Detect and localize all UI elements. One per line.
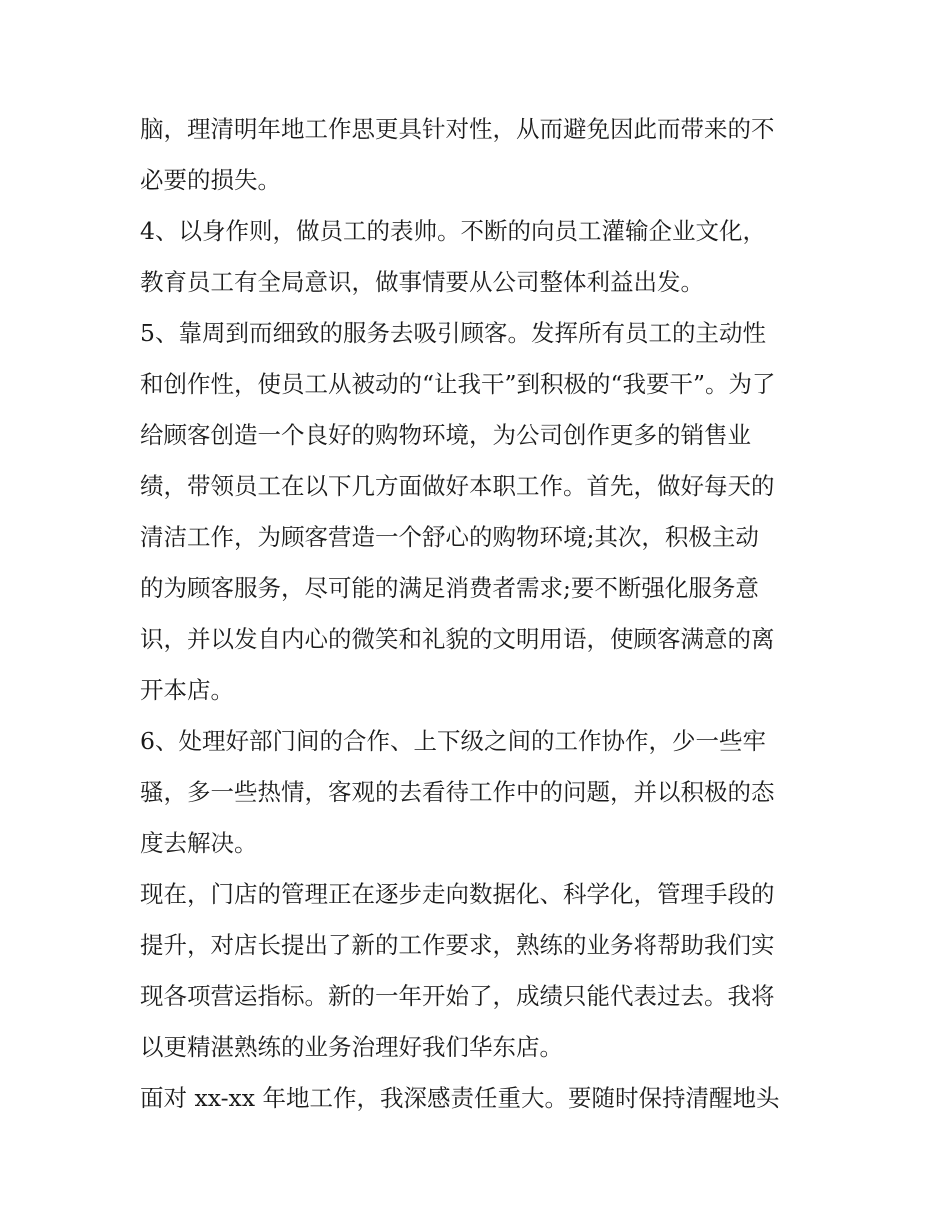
paragraph-6 <box>140 1073 820 1124</box>
paragraph-5 <box>140 869 820 1073</box>
text-line: 4、以身作则，做员工的表帅。不断的向员工灌输企业文化， <box>140 217 766 245</box>
text-line: 骚，多一些热情，客观的去看待工作中的问题，并以积极的态 <box>140 778 775 806</box>
text-line: 必要的损失。 <box>140 166 281 194</box>
text-line: 绩，带领员工在以下几方面做好本职工作。首先，做好每天的 <box>140 472 775 500</box>
text-line: 面对 xx-xx 年地工作，我深感责任重大。要随时保持清醒地头 <box>140 1084 780 1112</box>
text-line: 的为顾客服务，尽可能的满足消费者需求;要不断强化服务意 <box>140 574 759 602</box>
paragraph-2 <box>140 206 820 308</box>
paragraph-1 <box>140 104 820 206</box>
text-line: 脑，理清明年地工作思更具针对性，从而避免因此而带来的不 <box>140 115 775 143</box>
text-line: 识，并以发自内心的微笑和礼貌的文明用语，使顾客满意的离 <box>140 625 775 653</box>
text-line: 教育员工有全局意识，做事情要从公司整体利益出发。 <box>140 268 704 296</box>
text-line: 清洁工作，为顾客营造一个舒心的购物环境;其次，积极主动 <box>140 523 759 551</box>
document-body <box>140 104 820 1124</box>
text-line: 以更精湛熟练的业务治理好我们华东店。 <box>140 1033 563 1061</box>
text-line: 现各项营运指标。新的一年开始了，成绩只能代表过去。我将 <box>140 982 775 1010</box>
text-line: 给顾客创造一个良好的购物环境，为公司创作更多的销售业 <box>140 421 751 449</box>
text-line: 6、处理好部门间的合作、上下级之间的工作协作，少一些牢 <box>140 727 766 755</box>
paragraph-3 <box>140 308 820 716</box>
text-line: 提升，对店长提出了新的工作要求，熟练的业务将帮助我们实 <box>140 931 775 959</box>
text-line: 5、靠周到而细致的服务去吸引顾客。发挥所有员工的主动性 <box>140 319 766 347</box>
text-line: 和创作性，使员工从被动的“让我干”到积极的“我要干”。为了 <box>140 370 776 398</box>
text-line: 开本店。 <box>140 676 234 704</box>
text-line: 现在，门店的管理正在逐步走向数据化、科学化，管理手段的 <box>140 880 775 908</box>
paragraph-4 <box>140 716 820 869</box>
text-line: 度去解决。 <box>140 829 258 857</box>
